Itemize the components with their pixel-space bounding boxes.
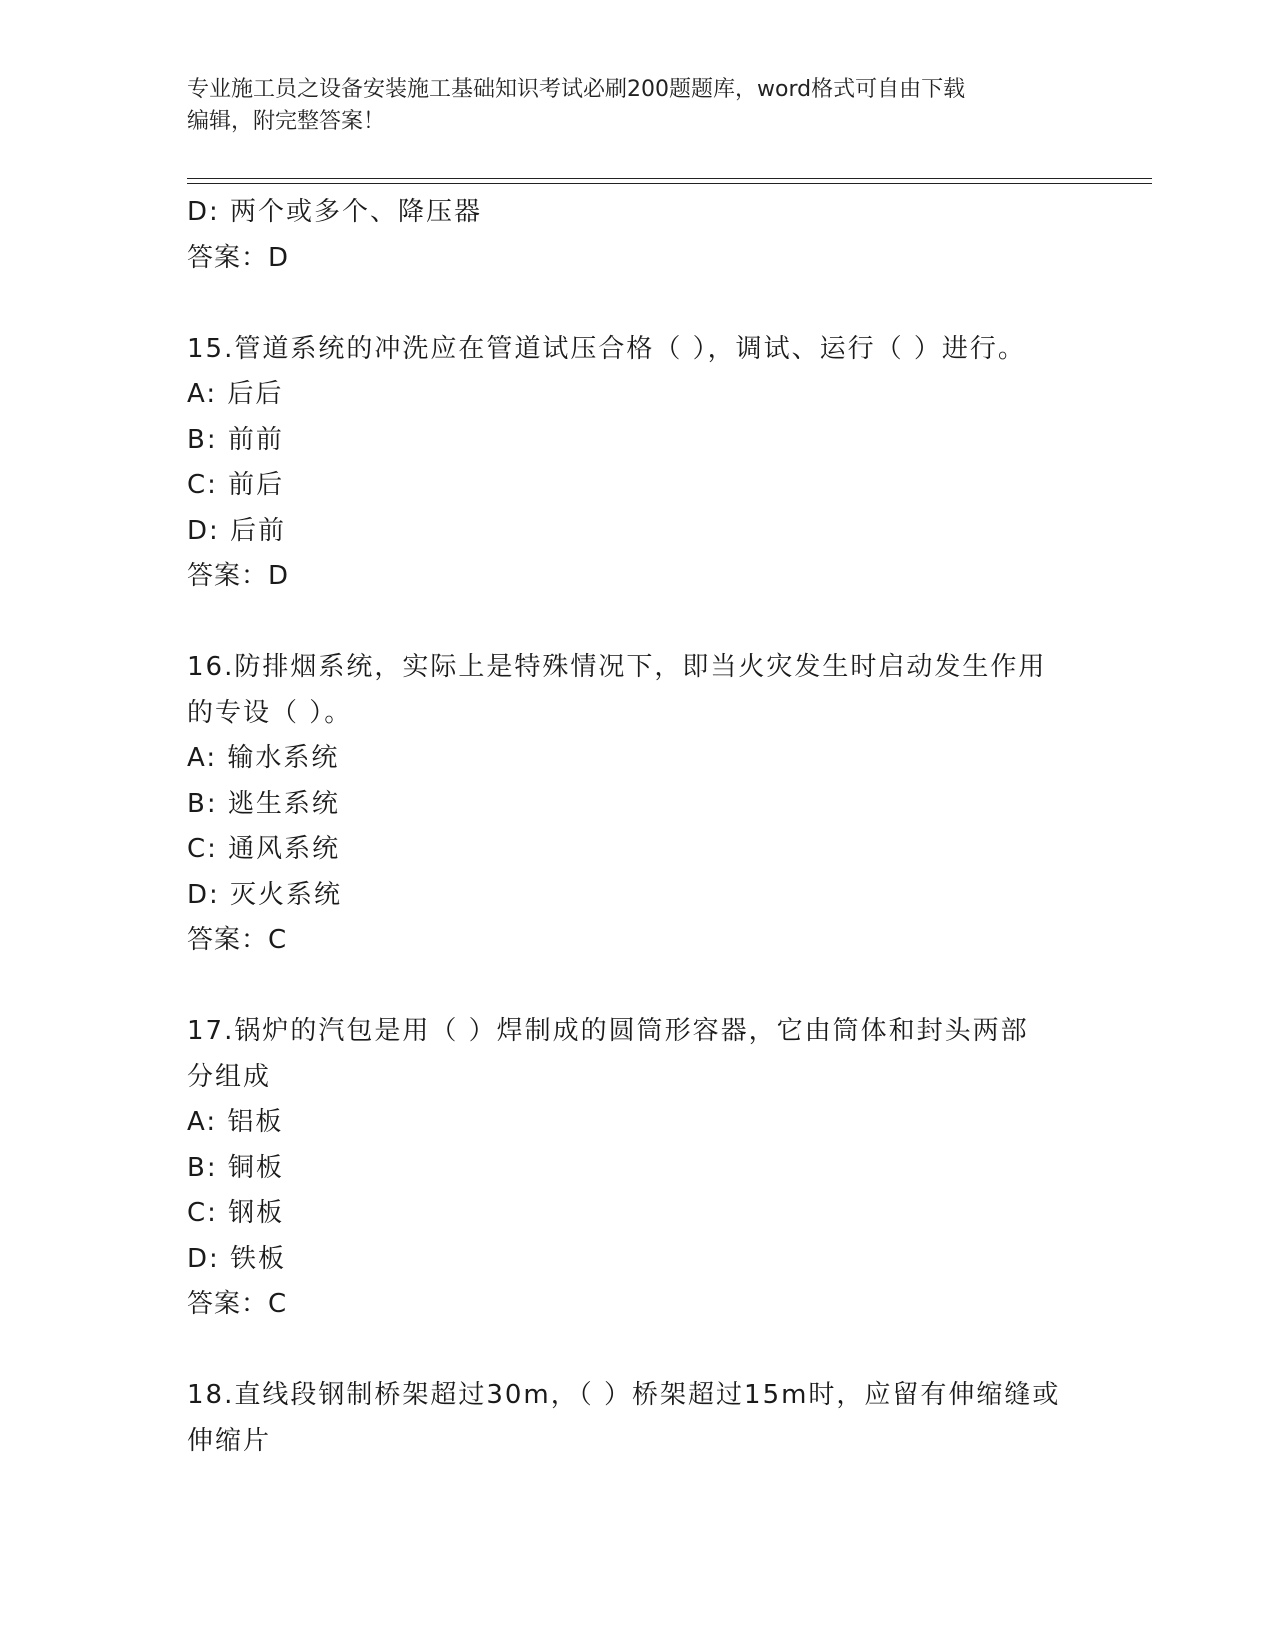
option-a: A: 后后 bbox=[187, 379, 284, 409]
option-a: A: 铝板 bbox=[187, 1107, 284, 1137]
question-16 bbox=[187, 645, 1087, 964]
question-17 bbox=[187, 1009, 1087, 1328]
question-text-continued: 伸缩片 bbox=[187, 1425, 272, 1456]
question-content bbox=[187, 190, 1087, 1464]
question-text: 18.直线段钢制桥架超过30m，（ ）桥架超过15m时，应留有伸缩缝或 bbox=[187, 1380, 1061, 1410]
header-line-2: 编辑，附完整答案！ bbox=[187, 109, 386, 134]
header-divider-bottom bbox=[187, 183, 1152, 184]
option-c: C: 通风系统 bbox=[187, 834, 341, 864]
option-d: D: 两个或多个、降压器 bbox=[187, 197, 483, 227]
header-line-1: 专业施工员之设备安装施工基础知识考试必刷200题题库，word格式可自由下载 bbox=[187, 77, 966, 102]
option-a: A: 输水系统 bbox=[187, 743, 340, 773]
answer-line: 答案：D bbox=[187, 561, 290, 591]
answer-line: 答案：C bbox=[187, 925, 288, 955]
option-c: C: 钢板 bbox=[187, 1198, 285, 1228]
question-15 bbox=[187, 327, 1087, 600]
option-d: D: 铁板 bbox=[187, 1243, 287, 1274]
question-text: 15.管道系统的冲洗应在管道试压合格（ ），调试、运行（ ）进行。 bbox=[187, 333, 1026, 364]
previous-question-tail bbox=[187, 190, 1087, 281]
option-c: C: 前后 bbox=[187, 470, 285, 500]
question-text-continued: 的专设（ ）。 bbox=[187, 697, 353, 728]
question-text: 16.防排烟系统，实际上是特殊情况下，即当火灾发生时启动发生作用 bbox=[187, 652, 1047, 682]
option-d: D: 灭火系统 bbox=[187, 879, 343, 910]
answer-line: 答案：C bbox=[187, 1289, 288, 1319]
option-d: D: 后前 bbox=[187, 515, 287, 546]
question-text-continued: 分组成 bbox=[187, 1061, 272, 1092]
option-b: B: 逃生系统 bbox=[187, 788, 340, 819]
question-text: 17.锅炉的汽包是用（ ）焊制成的圆筒形容器，它由筒体和封头两部 bbox=[187, 1016, 1029, 1046]
option-b: B: 铜板 bbox=[187, 1152, 284, 1183]
question-18 bbox=[187, 1373, 1087, 1464]
document-header bbox=[187, 74, 1067, 138]
answer-line: 答案：D bbox=[187, 242, 290, 273]
option-b: B: 前前 bbox=[187, 424, 284, 455]
header-divider-top bbox=[187, 178, 1152, 179]
